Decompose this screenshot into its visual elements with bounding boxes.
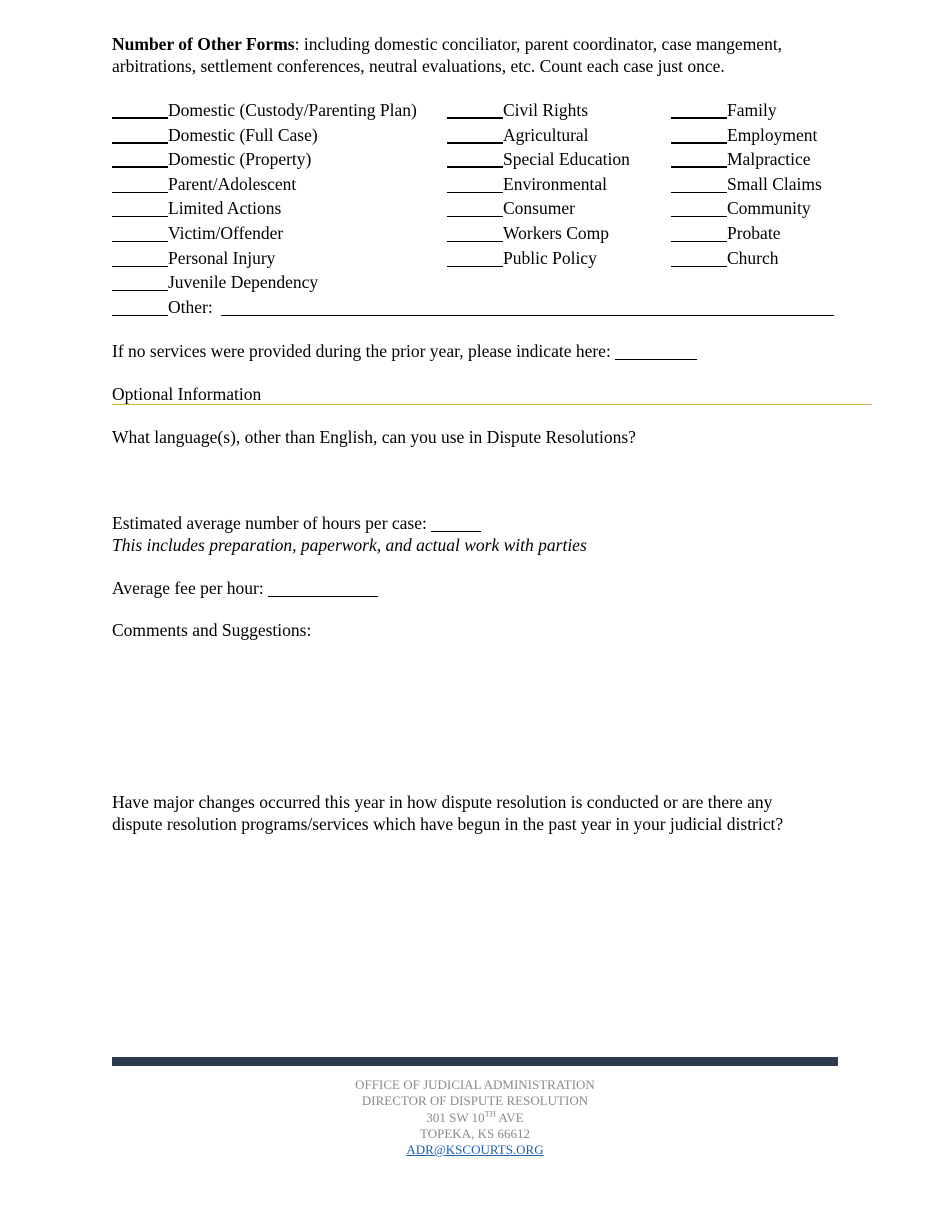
form-label: Victim/Offender — [168, 222, 284, 243]
form-label: Domestic (Custody/Parenting Plan) — [168, 100, 417, 120]
form-label: Agricultural — [503, 124, 589, 145]
form-item[interactable] — [447, 196, 575, 221]
count-blank[interactable] — [112, 314, 168, 316]
fee-question: Average fee per hour: — [112, 578, 264, 598]
footer — [112, 1077, 838, 1158]
changes-question-2: dispute resolution programs/services which have begun in the past year in your judicial district? — [112, 814, 784, 834]
form-label: Church — [727, 247, 779, 268]
form-item[interactable] — [112, 221, 283, 246]
form-item[interactable] — [447, 221, 609, 246]
form-label: Parent/Adolescent — [168, 173, 297, 194]
hours-line — [112, 513, 481, 534]
form-item[interactable] — [112, 270, 318, 295]
count-blank[interactable] — [447, 116, 503, 119]
count-blank[interactable] — [447, 141, 503, 144]
no-services-blank[interactable] — [615, 358, 697, 360]
footer-address — [112, 1110, 838, 1126]
form-label: Employment — [727, 124, 818, 145]
form-label: Community — [727, 198, 811, 219]
count-blank[interactable] — [671, 265, 727, 267]
count-blank[interactable] — [447, 215, 503, 217]
count-blank[interactable] — [671, 141, 727, 144]
address-suffix: TH — [484, 1108, 497, 1119]
form-label: Probate — [727, 222, 781, 243]
languages-question: What language(s), other than English, can you use in Dispute Resolutions? — [112, 427, 636, 447]
form-item[interactable] — [112, 196, 281, 221]
form-label: Civil Rights — [503, 100, 589, 120]
hours-note: This includes preparation, paperwork, and actual work with parties — [112, 535, 587, 555]
count-blank[interactable] — [447, 240, 503, 242]
form-item[interactable] — [671, 196, 811, 221]
count-blank[interactable] — [447, 265, 503, 267]
intro-paragraph — [112, 33, 872, 77]
form-label: Family — [727, 100, 777, 120]
count-blank[interactable] — [112, 240, 168, 242]
form-label: Environmental — [503, 173, 608, 194]
form-item[interactable] — [447, 147, 630, 172]
form-item[interactable] — [447, 172, 607, 197]
form-item-other[interactable] — [112, 295, 834, 320]
form-item[interactable] — [671, 246, 779, 271]
form-label: Malpractice — [727, 149, 811, 170]
form-item[interactable] — [671, 123, 817, 148]
form-item[interactable] — [112, 147, 311, 172]
form-label: Domestic (Full Case) — [168, 124, 318, 145]
form-label: Consumer — [503, 198, 575, 219]
form-label: Limited Actions — [168, 198, 282, 219]
footer-email-link[interactable]: ADR@KSCOURTS.ORG — [406, 1142, 544, 1158]
count-blank[interactable] — [447, 165, 503, 168]
form-label: Special Education — [503, 149, 630, 170]
fee-blank[interactable] — [268, 595, 378, 597]
form-label: Domestic (Property) — [168, 149, 312, 170]
no-services-line — [112, 341, 697, 362]
hours-question: Estimated average number of hours per case: — [112, 513, 427, 533]
other-text-field[interactable] — [221, 314, 834, 316]
form-item[interactable] — [447, 246, 597, 271]
intro-text-1: : including domestic conciliator, parent coordinator, case mangement, — [294, 34, 783, 54]
count-blank[interactable] — [671, 165, 727, 168]
count-blank[interactable] — [112, 116, 168, 119]
address-ave: AVE — [496, 1109, 524, 1125]
no-services-text: If no services were provided during the prior year, please indicate here: — [112, 341, 611, 361]
form-item[interactable] — [112, 172, 296, 197]
form-item[interactable] — [112, 98, 417, 123]
count-blank[interactable] — [112, 289, 168, 291]
count-blank[interactable] — [671, 116, 727, 119]
form-item[interactable] — [447, 123, 589, 148]
comments-label: Comments and Suggestions: — [112, 620, 312, 640]
footer-bar — [112, 1057, 838, 1066]
form-label: Public Policy — [503, 247, 597, 268]
form-label: Personal Injury — [168, 247, 276, 268]
optional-heading: Optional Information — [112, 384, 262, 404]
footer-office: OFFICE OF JUDICIAL ADMINISTRATION — [355, 1077, 595, 1092]
form-item[interactable] — [671, 221, 780, 246]
count-blank[interactable] — [671, 215, 727, 217]
other-label: Other: — [168, 296, 213, 317]
forms-grid — [112, 98, 872, 319]
section-divider — [112, 404, 872, 405]
form-label: Workers Comp — [503, 222, 610, 243]
count-blank[interactable] — [112, 141, 168, 144]
form-label: Juvenile Dependency — [168, 272, 319, 293]
changes-question-1: Have major changes occurred this year in how dispute resolution is conducted or are there any — [112, 792, 773, 812]
footer-director: DIRECTOR OF DISPUTE RESOLUTION — [361, 1093, 589, 1109]
form-item[interactable] — [112, 246, 275, 271]
count-blank[interactable] — [447, 191, 503, 193]
form-item[interactable] — [447, 98, 588, 123]
fee-line — [112, 578, 378, 599]
form-item[interactable] — [671, 98, 777, 123]
count-blank[interactable] — [671, 240, 727, 242]
hours-blank[interactable] — [431, 530, 481, 532]
form-label: Small Claims — [727, 173, 822, 194]
form-item[interactable] — [112, 123, 318, 148]
footer-city: TOPEKA, KS 66612 — [420, 1125, 530, 1141]
count-blank[interactable] — [112, 265, 168, 267]
count-blank[interactable] — [112, 215, 168, 217]
form-page — [112, 33, 872, 834]
form-item[interactable] — [671, 147, 811, 172]
intro-text-2: arbitrations, settlement conferences, neutral evaluations, etc. Count each case just once. — [112, 56, 725, 76]
form-item[interactable] — [671, 172, 822, 197]
address-street: 301 SW 10 — [426, 1109, 485, 1125]
count-blank[interactable] — [112, 165, 168, 168]
count-blank[interactable] — [671, 191, 727, 193]
intro-heading: Number of Other Forms — [112, 34, 295, 54]
count-blank[interactable] — [112, 191, 168, 193]
